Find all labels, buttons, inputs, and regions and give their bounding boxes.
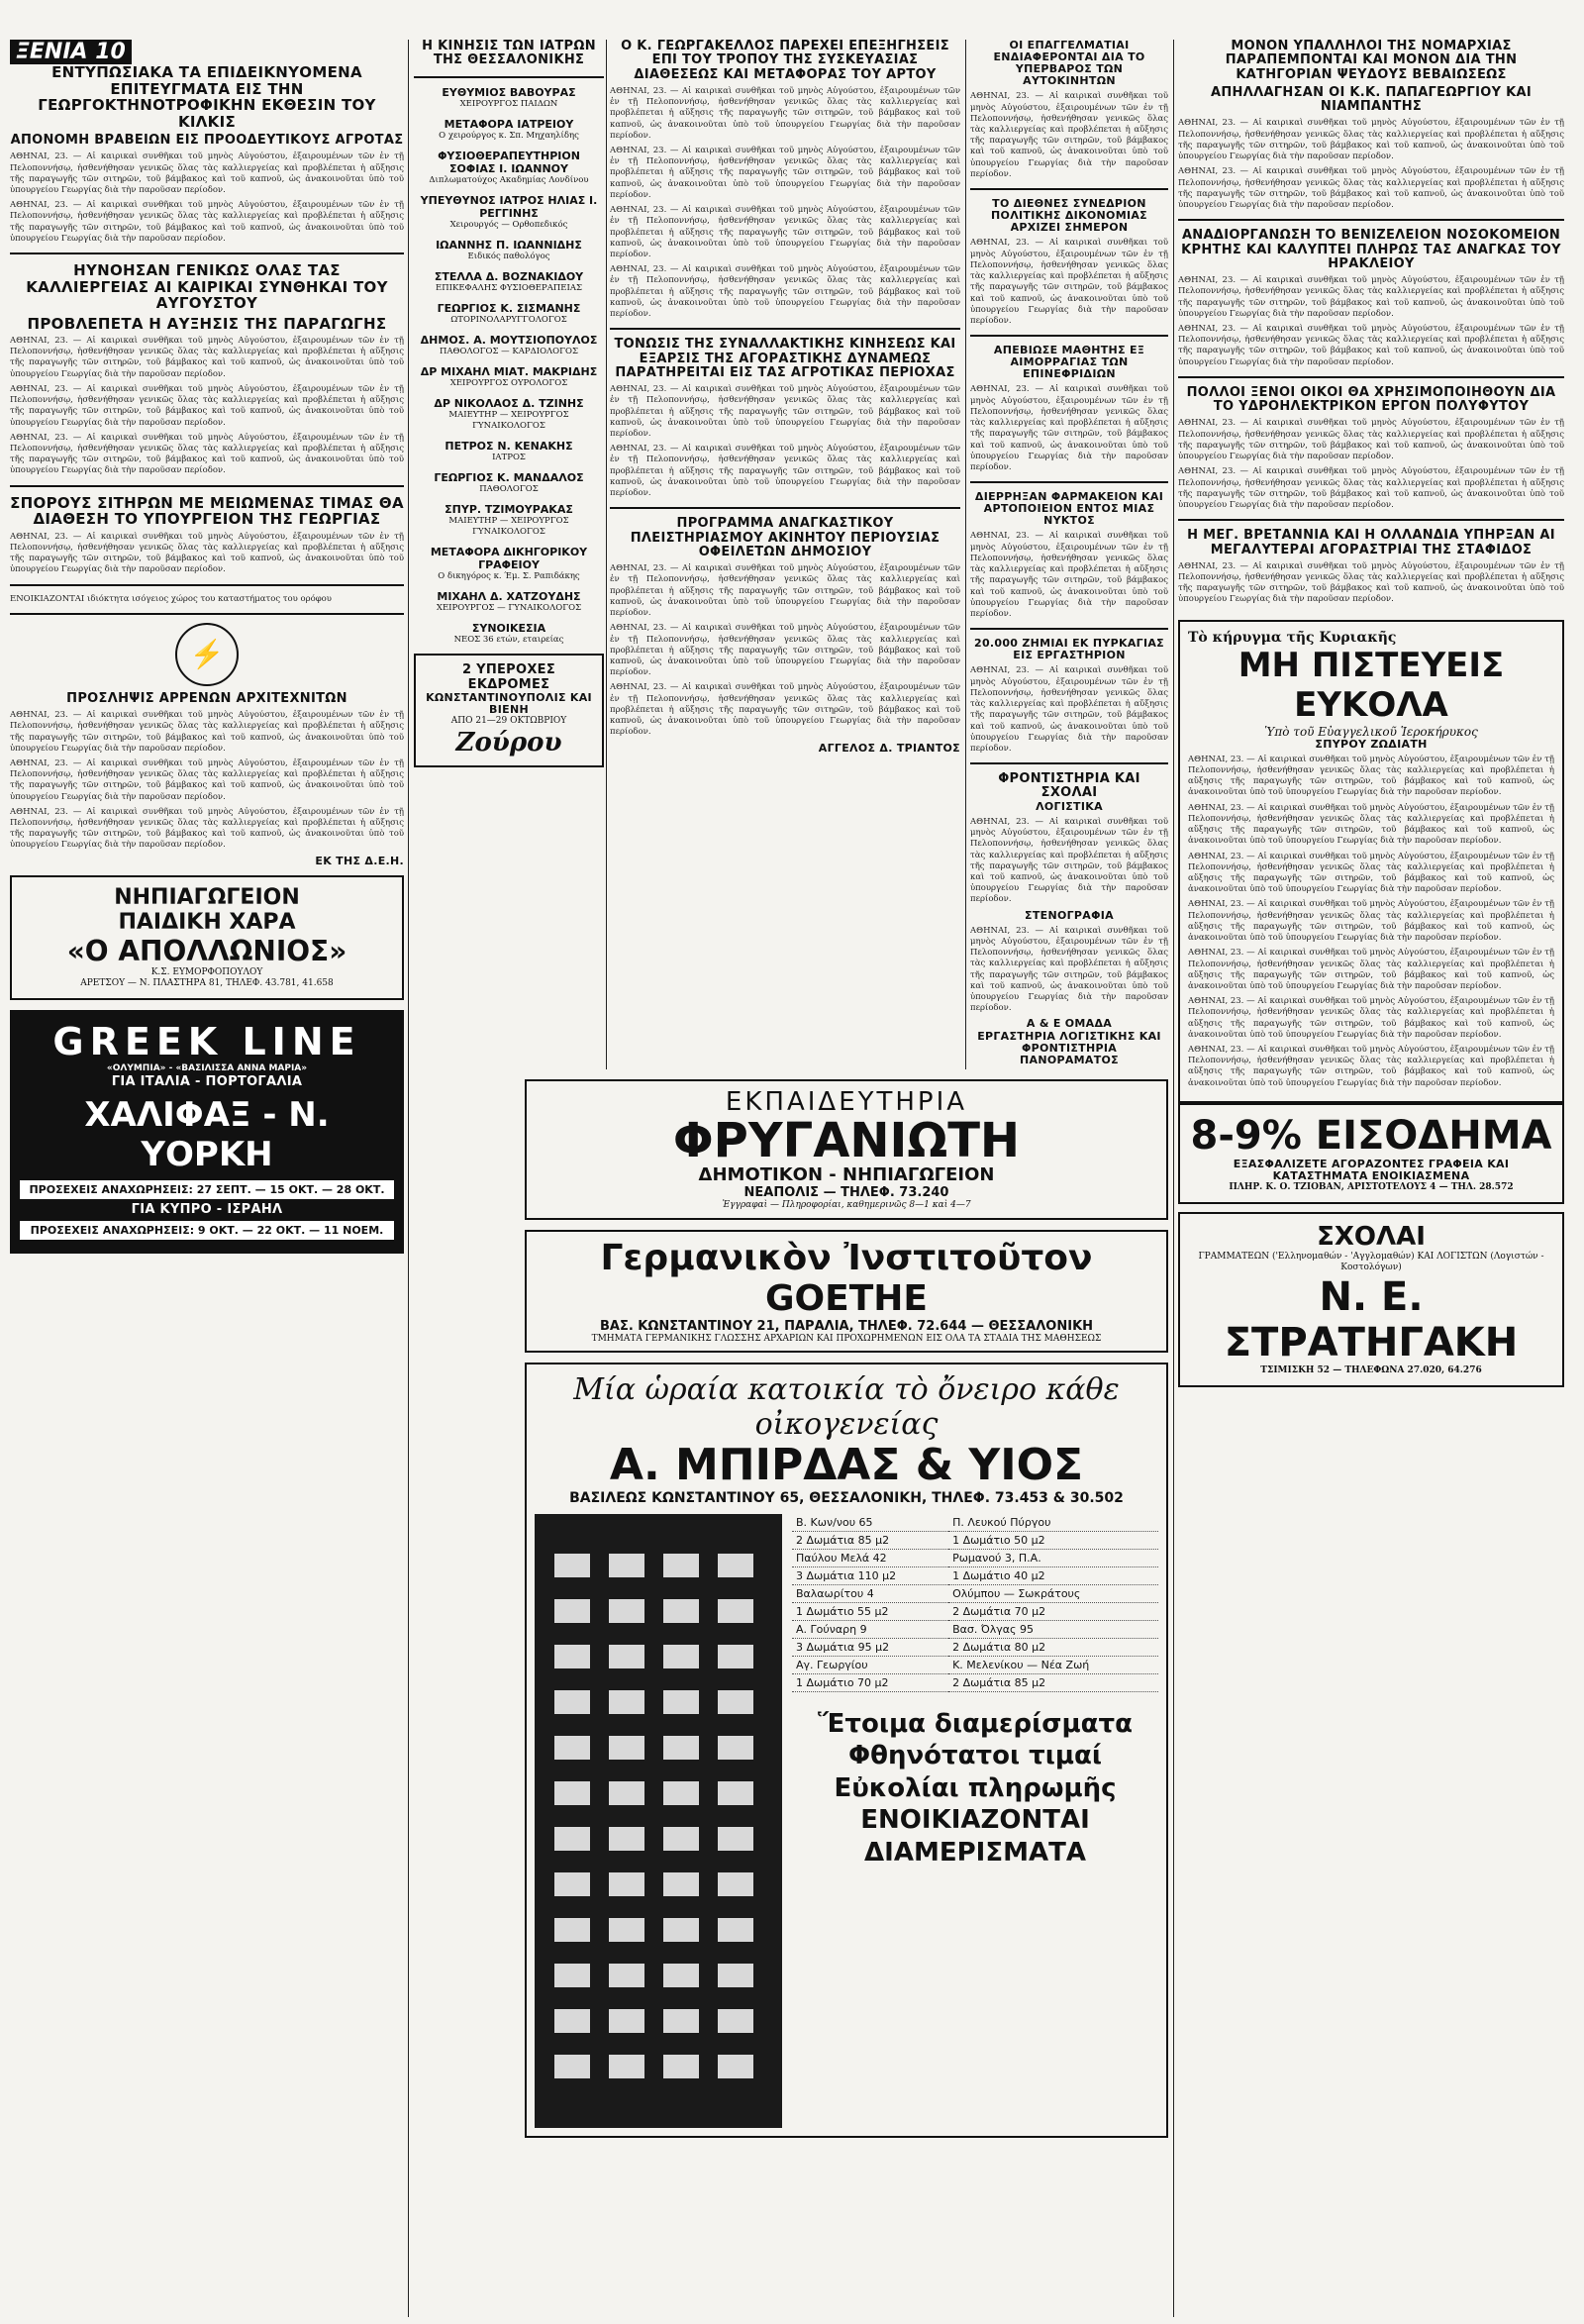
article-body: ΑΘΗΝΑΙ, 23. — Αἱ καιρικαὶ συνθῆκαι τοῦ μηνὸς Αὐγούστου, ἐξαιρουμένων τῶν ἐν τῇ Πελοποννήσῳ, ἠσθενήθησαν γενικῶς ὅλας τὰς καλλιεργείας καὶ προβλέπεται ἡ αὔξησις τῆς παραγωγῆς τῶν σιτηρῶν, τοῦ βάμβακος καὶ τοῦ καπνοῦ, ὡς ἀνακοινοῦται ὑπὸ τοῦ ὑπουργείου Γεωργίας διὰ τὴν παροῦσαν περίοδον. xyxy=(10,432,404,476)
doctor-name: ΦΥΣΙΟΘΕΡΑΠΕΥΤΗΡΙΟΝ ΣΟΦΙΑΣ Ι. ΙΩΑΝΝΟΥ xyxy=(438,149,580,175)
building-window xyxy=(663,1964,699,1987)
building-window xyxy=(663,1645,699,1668)
column-rule xyxy=(606,40,607,1069)
building-window xyxy=(609,2055,644,2078)
table-cell: Ρωμανού 3, Π.Α. xyxy=(948,1549,1158,1566)
article-body: ΑΘΗΝΑΙ, 23. — Αἱ καιρικαὶ συνθῆκαι τοῦ μηνὸς Αὐγούστου, ἐξαιρουμένων τῶν ἐν τῇ Πελοποννήσῳ, ἠσθενήθησαν γενικῶς ὅλας τὰς καλλιεργείας καὶ προβλέπεται ἡ αὔξησις τῆς παραγωγῆς τῶν σιτηρῶν, τοῦ βάμβακος καὶ τοῦ καπνοῦ, ὡς ἀνακοινοῦται ὑπὸ τοῦ ὑπουργείου Γεωργίας διὰ τὴν παροῦσαν περίοδον. xyxy=(1178,560,1564,605)
nursery-ad xyxy=(10,875,404,1000)
greek-line-ships: «ΟΛΥΜΠΙΑ» - «ΒΑΣΙΛΙΣΣΑ ΑΝΝΑ ΜΑΡΙΑ» xyxy=(106,1063,308,1074)
building-window xyxy=(718,1736,753,1760)
sermon-body: ΑΘΗΝΑΙ, 23. — Αἱ καιρικαὶ συνθῆκαι τοῦ μηνὸς Αὐγούστου, ἐξαιρουμένων τῶν ἐν τῇ Πελοποννήσῳ, ἠσθενήθησαν γενικῶς ὅλας τὰς καλλιεργείας καὶ προβλέπεται ἡ αὔξησις τῆς παραγωγῆς τῶν σιτηρῶν, τοῦ βάμβακος καὶ τοῦ καπνοῦ, ὡς ἀνακοινοῦται ὑπὸ τοῦ ὑπουργείου Γεωργίας διὰ τὴν παροῦσαν περίοδον. xyxy=(1188,1045,1554,1088)
table-cell: Παύλου Μελά 42 xyxy=(792,1549,948,1566)
article-body: ΑΘΗΝΑΙ, 23. — Αἱ καιρικαὶ συνθῆκαι τοῦ μηνὸς Αὐγούστου, ἐξαιρουμένων τῶν ἐν τῇ Πελοποννήσῳ, ἠσθενήθησαν γενικῶς ὅλας τὰς καλλιεργείας καὶ προβλέπεται ἡ αὔξησις τῆς παραγωγῆς τῶν σιτηρῶν, τοῦ βάμβακος καὶ τοῦ καπνοῦ, ὡς ἀνακοινοῦται ὑπὸ τοῦ ὑπουργείου Γεωργίας διὰ τὴν παροῦσαν περίοδον. xyxy=(10,152,404,195)
building-window xyxy=(609,1781,644,1805)
goethe-ad xyxy=(525,1230,1168,1354)
fryganioti-ad xyxy=(525,1079,1168,1220)
schools-accounting: ΛΟΓΙΣΤΙΚΑ xyxy=(1036,799,1103,813)
table-row xyxy=(792,1514,1158,1532)
article-body: ΑΘΗΝΑΙ, 23. — Αἱ καιρικαὶ συνθῆκαι τοῦ μηνὸς Αὐγούστου, ἐξαιρουμένων τῶν ἐν τῇ Πελοποννήσῳ, ἠσθενήθησαν γενικῶς ὅλας τὰς καλλιεργείας καὶ προβλέπεται ἡ αὔξησις τῆς παραγωγῆς τῶν σιτηρῶν, τοῦ βάμβακος καὶ τοῦ καπνοῦ, ὡς ἀνακοινοῦται ὑπὸ τοῦ ὑπουργείου Γεωργίας διὰ τὴν παροῦσαν περίοδον. xyxy=(610,682,960,738)
column-5 xyxy=(1178,40,1564,2317)
article-body: ΑΘΗΝΑΙ, 23. — Αἱ καιρικαὶ συνθῆκαι τοῦ μηνὸς Αὐγούστου, ἐξαιρουμένων τῶν ἐν τῇ Πελοποννήσῳ, ἠσθενήθησαν γενικῶς ὅλας τὰς καλλιεργείας καὶ προβλέπεται ἡ αὔξησις τῆς παραγωγῆς τῶν σιτηρῶν, τοῦ βάμβακος καὶ τοῦ καπνοῦ, ὡς ἀνακοινοῦται ὑπὸ τοῦ ὑπουργείου Γεωργίας διὰ τὴν παροῦσαν περίοδον. xyxy=(970,238,1168,326)
building-window xyxy=(718,1554,753,1577)
doctor-ad xyxy=(414,546,604,582)
headline-august: ΗΥΝΟΗΣΑΝ ΓΕΝΙΚΩΣ ΟΛΑΣ ΤΑΣ ΚΑΛΛΙΕΡΓΕΙΑΣ ΑΙ ΚΑΙΡΙΚΑΙ ΣΥΝΘΗΚΑΙ ΤΟΥ ΑΥΓΟΥΣΤΟΥ xyxy=(26,261,388,313)
table-row xyxy=(792,1531,1158,1549)
table-cell: 2 Δωμάτια 70 μ2 xyxy=(948,1602,1158,1620)
income-contact: ΠΛΗΡ. Κ. Ο. ΤΖΙΟΒΑΝ, ΑΡΙΣΤΟΤΕΛΟΥΣ 4 — ΤΗΛ. 28.572 xyxy=(1229,1182,1514,1193)
table-cell: 1 Δωμάτιο 55 μ2 xyxy=(792,1602,948,1620)
mpirdas-address: ΒΑΣΙΛΕΩΣ ΚΩΝΣΤΑΝΤΙΝΟΥ 65, ΘΕΣΣΑΛΟΝΙΚΗ, ΤΗΛΕΦ. 73.453 & 30.502 xyxy=(569,1489,1124,1506)
building-window xyxy=(718,1645,753,1668)
doctor-ad xyxy=(414,194,604,231)
article-body: ΑΘΗΝΑΙ, 23. — Αἱ καιρικαὶ συνθῆκαι τοῦ μηνὸς Αὐγούστου, ἐξαιρουμένων τῶν ἐν τῇ Πελοποννήσῳ, ἠσθενήθησαν γενικῶς ὅλας τὰς καλλιεργείας καὶ προβλέπεται ἡ αὔξησις τῆς παραγωγῆς τῶν σιτηρῶν, τοῦ βάμβακος καὶ τοῦ καπνοῦ, ὡς ἀνακοινοῦται ὑπὸ τοῦ ὑπουργείου Γεωργίας διὰ τὴν παροῦσαν περίοδον. xyxy=(970,665,1168,754)
article-body: ΑΘΗΝΑΙ, 23. — Αἱ καιρικαὶ συνθῆκαι τοῦ μηνὸς Αὐγούστου, ἐξαιρουμένων τῶν ἐν τῇ Πελοποννήσῳ, ἠσθενήθησαν γενικῶς ὅλας τὰς καλλιεργείας καὶ προβλέπεται ἡ αὔξησις τῆς παραγωγῆς τῶν σιτηρῶν, τοῦ βάμβακος καὶ τοῦ καπνοῦ, ὡς ἀνακοινοῦται ὑπὸ τοῦ ὑπουργείου Γεωργίας διὰ τὴν παροῦσαν περίοδον. xyxy=(1178,166,1564,211)
headline-kilkis: ΕΝΤΥΠΩΣΙΑΚΑ ΤΑ ΕΠΙΔΕΙΚΝΥΟΜΕΝΑ ΕΠΙΤΕΥΓΜΑΤΑ ΕΙΣ ΤΗΝ ΓΕΩΡΓΟΚΤΗΝΟΤΡΟΦΙΚΗΝ ΕΚΘΕΣΙΝ ΤΟΥ ΚΙΛΚΙΣ xyxy=(38,63,376,131)
doctor-desc: Ειδικός παθολόγος xyxy=(467,251,550,261)
dei-logo: ⚡ xyxy=(175,623,239,686)
greek-line-departures-cyprus: ΠΡΟΣΕΧΕΙΣ ΑΝΑΧΩΡΗΣΕΙΣ: 9 ΟΚΤ. — 22 ΟΚΤ. — 11 ΝΟΕΜ. xyxy=(20,1221,394,1240)
headline-burglary: ΔΙΕΡΡΗΞΑΝ ΦΑΡΜΑΚΕΙΟΝ ΚΑΙ ΑΡΤΟΠΟΙΕΙΟΝ ΕΝΤΟΣ ΜΙΑΣ ΝΥΚΤΟΣ xyxy=(974,490,1164,528)
doctor-ad xyxy=(414,86,604,110)
doctor-name: ΕΥΘΥΜΙΟΣ ΒΑΒΟΥΡΑΣ xyxy=(442,85,576,99)
table-cell: 2 Δωμάτια 80 μ2 xyxy=(948,1638,1158,1656)
trip-dates: ΑΠΟ 21—29 ΟΚΤΩΒΡΙΟΥ xyxy=(450,716,567,727)
table-row xyxy=(792,1549,1158,1566)
table-cell: Ολύμπου — Σωκράτους xyxy=(948,1584,1158,1602)
building-window xyxy=(554,1645,590,1668)
greek-line-to: ΓΙΑ ΙΤΑΛΙΑ - ΠΟΡΤΟΓΑΛΙΑ xyxy=(111,1073,303,1089)
doctor-ad xyxy=(414,471,604,495)
building-window xyxy=(609,1827,644,1851)
article-body: ΑΘΗΝΑΙ, 23. — Αἱ καιρικαὶ συνθῆκαι τοῦ μηνὸς Αὐγούστου, ἐξαιρουμένων τῶν ἐν τῇ Πελοποννήσῳ, ἠσθενήθησαν γενικῶς ὅλας τὰς καλλιεργείας καὶ προβλέπεται ἡ αὔξησις τῆς παραγωγῆς τῶν σιτηρῶν, τοῦ βάμβακος καὶ τοῦ καπνοῦ, ὡς ἀνακοινοῦται ὑπὸ τοῦ ὑπουργείου Γεωργίας διὰ τὴν παροῦσαν περίοδον. xyxy=(610,384,960,440)
sermon-by: Ὑπὸ τοῦ Εὐαγγελικοῦ Ἱεροκήρυκος xyxy=(1264,724,1478,739)
nursery-owner: Κ.Σ. ΕΥΜΟΡΦΟΠΟΥΛΟΥ xyxy=(150,966,263,977)
trip-title: 2 ΥΠΕΡΟΧΕΣ ΕΚΔΡΟΜΕΣ xyxy=(461,662,556,692)
doctor-name: ΔΡ ΜΙΧΑΗΛ ΜΙΑΤ. ΜΑΚΡΙΔΗΣ xyxy=(420,364,598,378)
article-body: ΑΘΗΝΑΙ, 23. — Αἱ καιρικαὶ συνθῆκαι τοῦ μηνὸς Αὐγούστου, ἐξαιρουμένων τῶν ἐν τῇ Πελοποννήσῳ, ἠσθενήθησαν γενικῶς ὅλας τὰς καλλιεργείας καὶ προβλέπεται ἡ αὔξησις τῆς παραγωγῆς τῶν σιτηρῶν, τοῦ βάμβακος καὶ τοῦ καπνοῦ, ὡς ἀνακοινοῦται ὑπὸ τοῦ ὑπουργείου Γεωργίας διὰ τὴν παροῦσαν περίοδον. xyxy=(610,145,960,200)
table-cell: 2 Δωμάτια 85 μ2 xyxy=(792,1531,948,1549)
doctor-ad xyxy=(414,270,604,294)
headline-auction: ΠΡΟΓΡΑΜΜΑ ΑΝΑΓΚΑΣΤΙΚΟΥ ΠΛΕΙΣΤΗΡΙΑΣΜΟΥ ΑΚΙΝΗΤΟΥ ΠΕΡΙΟΥΣΙΑΣ ΟΦΕΙΛΕΤΩΝ ΔΗΜΟΣΙΟΥ xyxy=(630,516,940,559)
auction-signature: ΑΓΓΕΛΟΣ Δ. ΤΡΙΑΝΤΟΣ xyxy=(818,741,960,755)
doctors-header: Η ΚΙΝΗΣΙΣ ΤΩΝ ΙΑΤΡΩΝ ΤΗΣ ΘΕΣΣΑΛΟΝΙΚΗΣ xyxy=(422,40,596,68)
building-window xyxy=(554,2055,590,2078)
promo-line: ΕΝΟΙΚΙΑΖΟΝΤΑΙ ΔΙΑΜΕΡΙΣΜΑΤΑ xyxy=(860,1805,1090,1868)
article-body: ΑΘΗΝΑΙ, 23. — Αἱ καιρικαὶ συνθῆκαι τοῦ μηνὸς Αὐγούστου, ἐξαιρουμένων τῶν ἐν τῇ Πελοποννήσῳ, ἠσθενήθησαν γενικῶς ὅλας τὰς καλλιεργείας καὶ προβλέπεται ἡ αὔξησις τῆς παραγωγῆς τῶν σιτηρῶν, τοῦ βάμβακος καὶ τοῦ καπνοῦ, ὡς ἀνακοινοῦται ὑπὸ τοῦ ὑπουργείου Γεωργίας διὰ τὴν παροῦσαν περίοδον. xyxy=(610,85,960,141)
building-window xyxy=(663,1690,699,1714)
building-window xyxy=(609,1918,644,1942)
column-rule xyxy=(408,40,409,2317)
doctor-desc: ΝΕΟΣ 36 ετών, εταιρείας xyxy=(453,635,564,646)
doctor-desc: Διπλωματούχος Ακαδημίας Λονδίνου xyxy=(429,174,589,185)
building-window xyxy=(609,2009,644,2033)
greek-line-departures: ΠΡΟΣΕΧΕΙΣ ΑΝΑΧΩΡΗΣΕΙΣ: 27 ΣΕΠΤ. — 15 ΟΚΤ. — 28 ΟΚΤ. xyxy=(20,1180,394,1199)
subheadline-production: ΠΡΟΒΛΕΠΕΤΑ Η ΑΥΞΗΣΙΣ ΤΗΣ ΠΑΡΑΓΩΓΗΣ xyxy=(27,314,387,333)
mpirdas-ad xyxy=(525,1363,1168,2137)
sermon-body: ΑΘΗΝΑΙ, 23. — Αἱ καιρικαὶ συνθῆκαι τοῦ μηνὸς Αὐγούστου, ἐξαιρουμένων τῶν ἐν τῇ Πελοποννήσῳ, ἠσθενήθησαν γενικῶς ὅλας τὰς καλλιεργείας καὶ προβλέπεται ἡ αὔξησις τῆς παραγωγῆς τῶν σιτηρῶν, τοῦ βάμβακος καὶ τοῦ καπνοῦ, ὡς ἀνακοινοῦται ὑπὸ τοῦ ὑπουργείου Γεωργίας διὰ τὴν παροῦσαν περίοδον. xyxy=(1188,802,1554,847)
sermon-box xyxy=(1178,620,1564,1103)
greek-line-logo: GREEK LINE xyxy=(52,1020,361,1064)
sermon-body: ΑΘΗΝΑΙ, 23. — Αἱ καιρικαὶ συνθῆκαι τοῦ μηνὸς Αὐγούστου, ἐξαιρουμένων τῶν ἐν τῇ Πελοποννήσῳ, ἠσθενήθησαν γενικῶς ὅλας τὰς καλλιεργείας καὶ προβλέπεται ἡ αὔξησις τῆς παραγωγῆς τῶν σιτηρῶν, τοῦ βάμβακος καὶ τοῦ καπνοῦ, ὡς ἀνακοινοῦται ὑπὸ τοῦ ὑπουργείου Γεωργίας διὰ τὴν παροῦσαν περίοδον. xyxy=(1188,754,1554,798)
goethe-address: ΒΑΣ. ΚΩΝΣΤΑΝΤΙΝΟΥ 21, ΠΑΡΑΛΙΑ, ΤΗΛΕΦ. 72.644 — ΘΕΣΣΑΛΟΝΙΚΗ xyxy=(599,1318,1094,1334)
rent-notice: ΕΝΟΙΚΙΑΖΟΝΤΑΙ ιδιόκτητα ισόγειος χώρος του καταστήματος του ορόφου xyxy=(10,593,332,604)
schools-panorama: ΕΡΓΑΣΤΗΡΙΑ ΛΟΓΙΣΤΙΚΗΣ ΚΑΙ ΦΡΟΝΤΙΣΤΗΡΙΑ ΠΑΝΟΡΑΜΑΤΟΣ xyxy=(977,1029,1161,1066)
doctor-ad xyxy=(414,302,604,326)
building-window xyxy=(718,1781,753,1805)
building-window xyxy=(663,2009,699,2033)
table-cell: Α. Γούναρη 9 xyxy=(792,1620,948,1638)
building-window xyxy=(718,2055,753,2078)
nursery-subtitle: ΠΑΙΔΙΚΗ ΧΑΡΑ xyxy=(118,909,296,935)
article-body: ΑΘΗΝΑΙ, 23. — Αἱ καιρικαὶ συνθῆκαι τοῦ μηνὸς Αὐγούστου, ἐξαιρουμένων τῶν ἐν τῇ Πελοποννήσῳ, ἠσθενήθησαν γενικῶς ὅλας τὰς καλλιεργείας καὶ προβλέπεται ἡ αὔξησις τῆς παραγωγῆς τῶν σιτηρῶν, τοῦ βάμβακος καὶ τοῦ καπνοῦ, ὡς ἀνακοινοῦται ὑπὸ τοῦ ὑπουργείου Γεωργίας διὰ τὴν παροῦσαν περίοδον. xyxy=(1178,118,1564,162)
article-body: ΑΘΗΝΑΙ, 23. — Αἱ καιρικαὶ συνθῆκαι τοῦ μηνὸς Αὐγούστου, ἐξαιρουμένων τῶν ἐν τῇ Πελοποννήσῳ, ἠσθενήθησαν γενικῶς ὅλας τὰς καλλιεργείας καὶ προβλέπεται ἡ αὔξησις τῆς παραγωγῆς τῶν σιτηρῶν, τοῦ βάμβακος καὶ τοῦ καπνοῦ, ὡς ἀνακοινοῦται ὑπὸ τοῦ ὑπουργείου Γεωργίας διὰ τὴν παροῦσαν περίοδον. xyxy=(10,200,404,244)
sermon-label: Τὸ κήρυγμα τῆς Κυριακῆς xyxy=(1188,629,1397,646)
building-window xyxy=(609,1872,644,1896)
table-cell: Αγ. Γεωργίου xyxy=(792,1656,948,1673)
sermon-title: ΜΗ ΠΙΣΤΕΥΕΙΣ ΕΥΚΟΛΑ xyxy=(1238,645,1505,725)
school-label: ΣΧΟΛΑΙ xyxy=(1317,1221,1426,1252)
doctor-desc: ΜΑΙΕΥΤΗΡ — ΧΕΙΡΟΥΡΓΟΣ ΓΥΝΑΙΚΟΛΟΓΟΣ xyxy=(448,410,569,432)
doctor-desc: Ο δικηγόρος κ. Έμ. Σ. Ραπιδάκης xyxy=(438,571,580,582)
doctor-desc: ΠΑΘΟΛΟΓΟΣ xyxy=(479,484,539,495)
building-window xyxy=(718,2009,753,2033)
apartments-table xyxy=(792,1514,1158,1692)
doctor-ad xyxy=(414,239,604,262)
headline-fire: 20.000 ΖΗΜΙΑΙ ΕΚ ΠΥΡΚΑΓΙΑΣ ΕΙΣ ΕΡΓΑΣΤΗΡΙΟΝ xyxy=(973,637,1164,662)
table-row xyxy=(792,1638,1158,1656)
article-body: ΑΘΗΝΑΙ, 23. — Αἱ καιρικαὶ συνθῆκαι τοῦ μηνὸς Αὐγούστου, ἐξαιρουμένων τῶν ἐν τῇ Πελοποννήσῳ, ἠσθενήθησαν γενικῶς ὅλας τὰς καλλιεργείας καὶ προβλέπεται ἡ αὔξησις τῆς παραγωγῆς τῶν σιτηρῶν, τοῦ βάμβακος καὶ τοῦ καπνοῦ, ὡς ἀνακοινοῦται ὑπὸ τοῦ ὑπουργείου Γεωργίας διὰ τὴν παροῦσαν περίοδον. xyxy=(610,623,960,678)
building-window xyxy=(554,1872,590,1896)
doctor-ad xyxy=(414,365,604,389)
schools-stenography: ΣΤΕΝΟΓΡΑΦΙΑ xyxy=(1025,908,1114,922)
building-window xyxy=(609,1690,644,1714)
doctor-desc: ΙΑΤΡΟΣ xyxy=(492,453,526,463)
doctor-name: ΔΡ ΝΙΚΟΛΑΟΣ Δ. ΤΖΙΝΗΣ xyxy=(434,397,584,411)
article-body: ΑΘΗΝΑΙ, 23. — Αἱ καιρικαὶ συνθῆκαι τοῦ μηνὸς Αὐγούστου, ἐξαιρουμένων τῶν ἐν τῇ Πελοποννήσῳ, ἠσθενήθησαν γενικῶς ὅλας τὰς καλλιεργείας καὶ προβλέπεται ἡ αὔξησις τῆς παραγωγῆς τῶν σιτηρῶν, τοῦ βάμβακος καὶ τοῦ καπνοῦ, ὡς ἀνακοινοῦται ὑπὸ τοῦ ὑπουργείου Γεωργίας διὰ τὴν παροῦσαν περίοδον. xyxy=(970,384,1168,472)
dei-signature: ΕΚ ΤΗΣ Δ.Ε.Η. xyxy=(315,854,404,867)
headline-congress: ΤΟ ΔΙΕΘΝΕΣ ΣΥΝΕΔΡΙΟΝ ΠΟΛΙΤΙΚΗΣ ΔΙΚΟΝΟΜΙΑΣ ΑΡΧΙΖΕΙ ΣΗΜΕΡΟΝ xyxy=(991,197,1147,235)
sermon-body: ΑΘΗΝΑΙ, 23. — Αἱ καιρικαὶ συνθῆκαι τοῦ μηνὸς Αὐγούστου, ἐξαιρουμένων τῶν ἐν τῇ Πελοποννήσῳ, ἠσθενήθησαν γενικῶς ὅλας τὰς καλλιεργείας καὶ προβλέπεται ἡ αὔξησις τῆς παραγωγῆς τῶν σιτηρῶν, τοῦ βάμβακος καὶ τοῦ καπνοῦ, ὡς ἀνακοινοῦται ὑπὸ τοῦ ὑπουργείου Γεωργίας διὰ τὴν παροῦσαν περίοδον. xyxy=(1188,996,1554,1040)
doctor-name: ΓΕΩΡΓΙΟΣ Κ. ΜΑΝΔΑΛΟΣ xyxy=(434,471,584,485)
building-window xyxy=(554,1690,590,1714)
doctor-ad xyxy=(414,397,604,432)
doctor-desc: ΧΕΙΡΟΥΡΓΟΣ ΟΥΡΟΛΟΓΟΣ xyxy=(449,377,568,388)
doctor-ad xyxy=(414,622,604,646)
income-title: 8-9% ΕΙΣΟΔΗΜΑ xyxy=(1190,1112,1552,1159)
article-body: ΑΘΗΝΑΙ, 23. — Αἱ καιρικαὶ συνθῆκαι τοῦ μηνὸς Αὐγούστου, ἐξαιρουμένων τῶν ἐν τῇ Πελοποννήσῳ, ἠσθενήθησαν γενικῶς ὅλας τὰς καλλιεργείας καὶ προβλέπεται ἡ αὔξησις τῆς παραγωγῆς τῶν σιτηρῶν, τοῦ βάμβακος καὶ τοῦ καπνοῦ, ὡς ἀνακοινοῦται ὑπὸ τοῦ ὑπουργείου Γεωργίας διὰ τὴν παροῦσαν περίοδον. xyxy=(970,91,1168,179)
headline-raisins: Η ΜΕΓ. ΒΡΕΤΑΝΝΙΑ ΚΑΙ Η ΟΛΛΑΝΔΙΑ ΥΠΗΡΞΑΝ ΑΙ ΜΕΓΑΛΥΤΕΡΑΙ ΑΓΟΡΑΣΤΡΙΑΙ ΤΗΣ ΣΤΑΦΙΔΟΣ xyxy=(1187,528,1555,557)
building-window xyxy=(718,1964,753,1987)
xenia-logo: ΞΕΝΙΑ 10 xyxy=(10,40,132,64)
doctor-name: ΥΠΕΥΘΥΝΟΣ ΙΑΤΡΟΣ ΗΛΙΑΣ Ι. ΡΕΓΓΙΝΗΣ xyxy=(420,193,598,220)
ekd-name: ΦΡΥΓΑΝΙΩΤΗ xyxy=(672,1113,1021,1168)
table-cell: 1 Δωμάτιο 40 μ2 xyxy=(948,1566,1158,1584)
article-body: ΑΘΗΝΑΙ, 23. — Αἱ καιρικαὶ συνθῆκαι τοῦ μηνὸς Αὐγούστου, ἐξαιρουμένων τῶν ἐν τῇ Πελοποννήσῳ, ἠσθενήθησαν γενικῶς ὅλας τὰς καλλιεργείας καὶ προβλέπεται ἡ αὔξησις τῆς παραγωγῆς τῶν σιτηρῶν, τοῦ βάμβακος καὶ τοῦ καπνοῦ, ὡς ἀνακοινοῦται ὑπὸ τοῦ ὑπουργείου Γεωργίας διὰ τὴν παροῦσαν περίοδον. xyxy=(1178,466,1564,510)
article-body: ΑΘΗΝΑΙ, 23. — Αἱ καιρικαὶ συνθῆκαι τοῦ μηνὸς Αὐγούστου, ἐξαιρουμένων τῶν ἐν τῇ Πελοποννήσῳ, ἠσθενήθησαν γενικῶς ὅλας τὰς καλλιεργείας καὶ προβλέπεται ἡ αὔξησις τῆς παραγωγῆς τῶν σιτηρῶν, τοῦ βάμβακος καὶ τοῦ καπνοῦ, ὡς ἀνακοινοῦται ὑπὸ τοῦ ὑπουργείου Γεωργίας διὰ τὴν παροῦσαν περίοδον. xyxy=(10,531,404,575)
building-window xyxy=(554,1964,590,1987)
building-window xyxy=(609,1736,644,1760)
dei-body: ΑΘΗΝΑΙ, 23. — Αἱ καιρικαὶ συνθῆκαι τοῦ μηνὸς Αὐγούστου, ἐξαιρουμένων τῶν ἐν τῇ Πελοποννήσῳ, ἠσθενήθησαν γενικῶς ὅλας τὰς καλλιεργείας καὶ προβλέπεται ἡ αὔξησις τῆς παραγωγῆς τῶν σιτηρῶν, τοῦ βάμβακος καὶ τοῦ καπνοῦ, ὡς ἀνακοινοῦται ὑπὸ τοῦ ὑπουργείου Γεωργίας διὰ τὴν παροῦσαν περίοδον. xyxy=(10,758,404,802)
nursery-address: ΑΡΕΤΣΟΥ — Ν. ΠΛΑΣΤΗΡΑ 81, ΤΗΛΕΦ. 43.781, 41.658 xyxy=(80,978,334,989)
building-window xyxy=(718,1827,753,1851)
doctor-desc: ΠΑΘΟΛΟΓΟΣ — ΚΑΡΔΙΟΛΟΓΟΣ xyxy=(439,346,579,356)
article-body: ΑΘΗΝΑΙ, 23. — Αἱ καιρικαὶ συνθῆκαι τοῦ μηνὸς Αὐγούστου, ἐξαιρουμένων τῶν ἐν τῇ Πελοποννήσῳ, ἠσθενήθησαν γενικῶς ὅλας τὰς καλλιεργείας καὶ προβλέπεται ἡ αὔξησις τῆς παραγωγῆς τῶν σιτηρῶν, τοῦ βάμβακος καὶ τοῦ καπνοῦ, ὡς ἀνακοινοῦται ὑπὸ τοῦ ὑπουργείου Γεωργίας διὰ τὴν παροῦσαν περίοδον. xyxy=(1178,324,1564,367)
building-window xyxy=(663,1554,699,1577)
dei-title: ΠΡΟΣΛΗΨΙΣ ΑΡΡΕΝΩΝ ΑΡΧΙΤΕΧΝΙΤΩΝ xyxy=(66,690,347,706)
doctor-name: ΠΕΤΡΟΣ Ν. ΚΕΝΑΚΗΣ xyxy=(445,440,573,454)
building-window xyxy=(718,1872,753,1896)
doctors-list xyxy=(414,86,604,647)
building-window xyxy=(554,1827,590,1851)
headline-prefecture: ΜΟΝΟΝ ΥΠΑΛΛΗΛΟΙ ΤΗΣ ΝΟΜΑΡΧΙΑΣ ΠΑΡΑΠΕΜΠΟΝΤΑΙ ΚΑΙ ΜΟΝΟΝ ΔΙΑ ΤΗΝ ΚΑΤΗΓΟΡΙΑΝ ΨΕΥΔΟΥΣ ΒΕΒΑΙΩΣΕΩΣ xyxy=(1225,40,1518,82)
building-window xyxy=(609,1554,644,1577)
building-window xyxy=(609,1599,644,1623)
article-body: ΑΘΗΝΑΙ, 23. — Αἱ καιρικαὶ συνθῆκαι τοῦ μηνὸς Αὐγούστου, ἐξαιρουμένων τῶν ἐν τῇ Πελοποννήσῳ, ἠσθενήθησαν γενικῶς ὅλας τὰς καλλιεργείας καὶ προβλέπεται ἡ αὔξησις τῆς παραγωγῆς τῶν σιτηρῶν, τοῦ βάμβακος καὶ τοῦ καπνοῦ, ὡς ἀνακοινοῦται ὑπὸ τοῦ ὑπουργείου Γεωργίας διὰ τὴν παροῦσαν περίοδον. xyxy=(970,925,1168,1014)
sermon-body: ΑΘΗΝΑΙ, 23. — Αἱ καιρικαὶ συνθῆκαι τοῦ μηνὸς Αὐγούστου, ἐξαιρουμένων τῶν ἐν τῇ Πελοποννήσῳ, ἠσθενήθησαν γενικῶς ὅλας τὰς καλλιεργείας καὶ προβλέπεται ἡ αὔξησις τῆς παραγωγῆς τῶν σιτηρῶν, τοῦ βάμβακος καὶ τοῦ καπνοῦ, ὡς ἀνακοινοῦται ὑπὸ τοῦ ὑπουργείου Γεωργίας διὰ τὴν παροῦσαν περίοδον. xyxy=(1188,851,1554,895)
trip-ad xyxy=(414,654,604,766)
doctor-desc: Ο χειρούργος κ. Σπ. Μηχαηλίδης xyxy=(439,130,579,141)
column-4 xyxy=(970,40,1168,1069)
school-address: ΤΣΙΜΙΣΚΗ 52 — ΤΗΛΕΦΩΝΑ 27.020, 64.276 xyxy=(1260,1365,1482,1376)
building-window xyxy=(718,1599,753,1623)
article-body: ΑΘΗΝΑΙ, 23. — Αἱ καιρικαὶ συνθῆκαι τοῦ μηνὸς Αὐγούστου, ἐξαιρουμένων τῶν ἐν τῇ Πελοποννήσῳ, ἠσθενήθησαν γενικῶς ὅλας τὰς καλλιεργείας καὶ προβλέπεται ἡ αὔξησις τῆς παραγωγῆς τῶν σιτηρῶν, τοῦ βάμβακος καὶ τοῦ καπνοῦ, ὡς ἀνακοινοῦται ὑπὸ τοῦ ὑπουργείου Γεωργίας διὰ τὴν παροῦσαν περίοδον. xyxy=(10,383,404,428)
table-cell: 2 Δωμάτια 85 μ2 xyxy=(948,1673,1158,1691)
table-row xyxy=(792,1566,1158,1584)
building-photo xyxy=(535,1514,782,2128)
article-body: ΑΘΗΝΑΙ, 23. — Αἱ καιρικαὶ συνθῆκαι τοῦ μηνὸς Αὐγούστου, ἐξαιρουμένων τῶν ἐν τῇ Πελοποννήσῳ, ἠσθενήθησαν γενικῶς ὅλας τὰς καλλιεργείας καὶ προβλέπεται ἡ αὔξησις τῆς παραγωγῆς τῶν σιτηρῶν, τοῦ βάμβακος καὶ τοῦ καπνοῦ, ὡς ἀνακοινοῦται ὑπὸ τοῦ ὑπουργείου Γεωργίας διὰ τὴν παροῦσαν περίοδον. xyxy=(610,205,960,259)
greek-line-cyprus: ΓΙΑ ΚΥΠΡΟ - ΙΣΡΑΗΛ xyxy=(131,1202,283,1218)
mpirdas-name: Α. ΜΠΙΡΔΑΣ & ΥΙΟΣ xyxy=(609,1440,1084,1491)
building-window xyxy=(663,1827,699,1851)
building-window xyxy=(554,1781,590,1805)
doctor-name: ΣΥΝΟΙΚΕΣΙΑ xyxy=(471,622,546,636)
building-window xyxy=(718,1690,753,1714)
headline-vehicles: ΟΙ ΕΠΑΓΓΕΛΜΑΤΙΑΙ ΕΝΔΙΑΦΕΡΟΝΤΑΙ ΔΙΑ ΤΟ ΥΠΕΡΒΑΡΟΣ ΤΩΝ ΑΥΤΟΚΙΝΗΤΩΝ xyxy=(993,40,1145,88)
table-cell: Βασ. Όλγας 95 xyxy=(948,1620,1158,1638)
mpirdas-promo xyxy=(792,1708,1158,1869)
doctor-name: ΜΕΤΑΦΟΡΑ ΔΙΚΗΓΟΡΙΚΟΥ ΓΡΑΦΕΙΟΥ xyxy=(430,546,588,572)
doctor-ad xyxy=(414,334,604,357)
doctor-desc: ΜΑΙΕΥΤΗΡ — ΧΕΙΡΟΥΡΓΟΣ ΓΥΝΑΙΚΟΛΟΓΟΣ xyxy=(448,516,569,538)
doctor-ad xyxy=(414,118,604,142)
table-cell: 1 Δωμάτιο 50 μ2 xyxy=(948,1531,1158,1549)
income-ad xyxy=(1178,1103,1564,1204)
doctor-name: ΓΕΩΡΓΙΟΣ Κ. ΣΙΣΜΑΝΗΣ xyxy=(437,301,581,315)
headline-hospital: ΑΝΑΔΙΟΡΓΑΝΩΣΗ ΤΟ ΒΕΝΙΖΕΛΕΙΟΝ ΝΟΣΟΚΟΜΕΙΟΝ ΚΡΗΤΗΣ ΚΑΙ ΚΑΛΥΠΤΕΙ ΠΛΗΡΩΣ ΤΑΣ ΑΝΑΓΚΑΣ ΤΟΥ ΗΡΑΚΛΕΙΟΥ xyxy=(1181,228,1561,271)
nursery-name: «Ο ΑΠΟΛΛΩΝΙΟΣ» xyxy=(66,934,347,967)
headline-seeds: ΣΠΟΡΟΥΣ ΣΙΤΗΡΩΝ ΜΕ ΜΕΙΩΜΕΝΑΣ ΤΙΜΑΣ ΘΑ ΔΙΑΘΕΣΗ ΤΟ ΥΠΟΥΡΓΕΙΟΝ ΤΗΣ ΓΕΩΡΓΙΑΣ xyxy=(10,493,404,529)
doctor-name: ΜΙΧΑΗΛ Δ. ΧΑΤΖΟΥΔΗΣ xyxy=(437,590,581,604)
sermon-body: ΑΘΗΝΑΙ, 23. — Αἱ καιρικαὶ συνθῆκαι τοῦ μηνὸς Αὐγούστου, ἐξαιρουμένων τῶν ἐν τῇ Πελοποννήσῳ, ἠσθενήθησαν γενικῶς ὅλας τὰς καλλιεργείας καὶ προβλέπεται ἡ αὔξησις τῆς παραγωγῆς τῶν σιτηρῶν, τοῦ βάμβακος καὶ τοῦ καπνοῦ, ὡς ἀνακοινοῦται ὑπὸ τοῦ ὑπουργείου Γεωργίας διὰ τὴν παροῦσαν περίοδον. xyxy=(1188,948,1554,991)
school-name: Ν. Ε. ΣΤΡΑΤΗΓΑΚΗ xyxy=(1224,1274,1519,1366)
schools-header: ΦΡΟΝΤΙΣΤΗΡΙΑ ΚΑΙ ΣΧΟΛΑΙ xyxy=(998,771,1140,801)
article-body: ΑΘΗΝΑΙ, 23. — Αἱ καιρικαὶ συνθῆκαι τοῦ μηνὸς Αὐγούστου, ἐξαιρουμένων τῶν ἐν τῇ Πελοποννήσῳ, ἠσθενήθησαν γενικῶς ὅλας τὰς καλλιεργείας καὶ προβλέπεται ἡ αὔξησις τῆς παραγωγῆς τῶν σιτηρῶν, τοῦ βάμβακος καὶ τοῦ καπνοῦ, ὡς ἀνακοινοῦται ὑπὸ τοῦ ὑπουργείου Γεωργίας διὰ τὴν παροῦσαν περίοδον. xyxy=(610,563,960,619)
column-1 xyxy=(10,40,404,2317)
doctor-desc: ΕΠΙΚΕΦΑΛΗΣ ΦΥΣΙΟΘΕΡΑΠΕΙΑΣ xyxy=(436,282,582,293)
table-row xyxy=(792,1620,1158,1638)
building-window xyxy=(554,1599,590,1623)
building-window xyxy=(663,1872,699,1896)
building-window xyxy=(663,1736,699,1760)
table-row xyxy=(792,1673,1158,1691)
article-body: ΑΘΗΝΑΙ, 23. — Αἱ καιρικαὶ συνθῆκαι τοῦ μηνὸς Αὐγούστου, ἐξαιρουμένων τῶν ἐν τῇ Πελοποννήσῳ, ἠσθενήθησαν γενικῶς ὅλας τὰς καλλιεργείας καὶ προβλέπεται ἡ αὔξησις τῆς παραγωγῆς τῶν σιτηρῶν, τοῦ βάμβακος καὶ τοῦ καπνοῦ, ὡς ἀνακοινοῦται ὑπὸ τοῦ ὑπουργείου Γεωργίας διὰ τὴν παροῦσαν περίοδον. xyxy=(1178,275,1564,319)
ekd-label: ΕΚΠΑΙΔΕΥΤΗΡΙΑ xyxy=(725,1087,968,1117)
promo-line: Φθηνότατοι τιμαί xyxy=(848,1741,1102,1771)
building-window xyxy=(554,2009,590,2033)
doctor-desc: ΧΕΙΡΟΥΡΓΟΣ — ΓΥΝΑΙΚΟΛΟΓΟΣ xyxy=(436,603,582,614)
trip-brand: Ζούρου xyxy=(455,727,562,758)
doctor-desc: Χειρουργός — Ορθοπεδικός xyxy=(449,219,568,230)
article-body: ΑΘΗΝΑΙ, 23. — Αἱ καιρικαὶ συνθῆκαι τοῦ μηνὸς Αὐγούστου, ἐξαιρουμένων τῶν ἐν τῇ Πελοποννήσῳ, ἠσθενήθησαν γενικῶς ὅλας τὰς καλλιεργείας καὶ προβλέπεται ἡ αὔξησις τῆς παραγωγῆς τῶν σιτηρῶν, τοῦ βάμβακος καὶ τοῦ καπνοῦ, ὡς ἀνακοινοῦται ὑπὸ τοῦ ὑπουργείου Γεωργίας διὰ τὴν παροῦσαν περίοδον. xyxy=(970,816,1168,905)
building-window xyxy=(663,2055,699,2078)
headline-polyfytos: ΠΟΛΛΟΙ ΞΕΝΟΙ ΟΙΚΟΙ ΘΑ ΧΡΗΣΙΜΟΠΟΙΗΘΟΥΝ ΔΙΑ ΤΟ ΥΔΡΟΗΛΕΚΤΡΙΚΟΝ ΕΡΓΟΝ ΠΟΛΥΦΥΤΟΥ xyxy=(1186,384,1556,415)
strategaki-school-ad xyxy=(1178,1212,1564,1387)
subheadline-awards: ΑΠΟΝΟΜΗ ΒΡΑΒΕΙΩΝ ΕΙΣ ΠΡΟΟΔΕΥΤΙΚΟΥΣ ΑΓΡΟΤΑΣ xyxy=(10,133,404,148)
headline-bread: Ο Κ. ΓΕΩΡΓΑΚΕΛΛΟΣ ΠΑΡΕΧΕΙ ΕΠΕΞΗΓΗΣΕΙΣ ΕΠΙ ΤΟΥ ΤΡΟΠΟΥ ΤΗΣ ΣΥΣΚΕΥΑΣΙΑΣ ΔΙΑΘΕΣΕΩΣ ΚΑΙ ΜΕΤΑΦΟΡΑΣ ΤΟΥ ΑΡΤΟΥ xyxy=(621,40,949,82)
doctor-ad xyxy=(414,440,604,463)
ekd-type: ΔΗΜΟΤΙΚΟΝ - ΝΗΠΙΑΓΩΓΕΙΟΝ xyxy=(698,1164,995,1185)
article-body: ΑΘΗΝΑΙ, 23. — Αἱ καιρικαὶ συνθῆκαι τοῦ μηνὸς Αὐγούστου, ἐξαιρουμένων τῶν ἐν τῇ Πελοποννήσῳ, ἠσθενήθησαν γενικῶς ὅλας τὰς καλλιεργείας καὶ προβλέπεται ἡ αὔξησις τῆς παραγωγῆς τῶν σιτηρῶν, τοῦ βάμβακος καὶ τοῦ καπνοῦ, ὡς ἀνακοινοῦται ὑπὸ τοῦ ὑπουργείου Γεωργίας διὰ τὴν παροῦσαν περίοδον. xyxy=(610,444,960,499)
headline-student: ΑΠΕΒΙΩΣΕ ΜΑΘΗΤΗΣ ΕΞ ΑΙΜΟΡΡΑΓΙΑΣ ΤΩΝ ΕΠΙΝΕΦΡΙΔΙΩΝ xyxy=(993,344,1145,381)
goethe-body: ΤΜΗΜΑΤΑ ΓΕΡΜΑΝΙΚΗΣ ΓΛΩΣΣΗΣ ΑΡΧΑΡΙΩΝ ΚΑΙ ΠΡΟΧΩΡΗΜΕΝΩΝ ΕΙΣ ΟΛΑ ΤΑ ΣΤΑΔΙΑ ΤΗΣ ΜΑΘΗΣΕΩΣ xyxy=(591,1333,1102,1344)
table-cell: 3 Δωμάτια 110 μ2 xyxy=(792,1566,948,1584)
doctor-desc: ΩΤΟΡΙΝΟΛΑΡΥΓΓΟΛΟΓΟΣ xyxy=(450,314,567,325)
building-window xyxy=(663,1781,699,1805)
table-cell: Π. Λευκού Πύργου xyxy=(948,1514,1158,1532)
trip-route: ΚΩΝΣΤΑΝΤΙΝΟΥΠΟΛΙΣ ΚΑΙ ΒΙΕΝΗ xyxy=(426,691,592,717)
doctor-ad xyxy=(414,503,604,538)
table-row xyxy=(792,1602,1158,1620)
center-ads xyxy=(525,1079,1168,2138)
income-subtitle: ΕΞΑΣΦΑΛΙΖΕΤΕ ΑΓΟΡΑΖΟΝΤΕΣ ΓΡΑΦΕΙΑ ΚΑΙ ΚΑΤΑΣΤΗΜΑΤΑ ΕΝΟΙΚΙΑΣΜΕΝΑ xyxy=(1233,1157,1510,1182)
doctor-name: ΜΕΤΑΦΟΡΑ ΙΑΤΡΕΙΟΥ xyxy=(444,117,574,131)
article-body: ΑΘΗΝΑΙ, 23. — Αἱ καιρικαὶ συνθῆκαι τοῦ μηνὸς Αὐγούστου, ἐξαιρουμένων τῶν ἐν τῇ Πελοποννήσῳ, ἠσθενήθησαν γενικῶς ὅλας τὰς καλλιεργείας καὶ προβλέπεται ἡ αὔξησις τῆς παραγωγῆς τῶν σιτηρῶν, τοῦ βάμβακος καὶ τοῦ καπνοῦ, ὡς ἀνακοινοῦται ὑπὸ τοῦ ὑπουργείου Γεωργίας διὰ τὴν παροῦσαν περίοδον. xyxy=(610,264,960,320)
ekd-address: ΝΕΑΠΟΛΙΣ — ΤΗΛΕΦ. 73.240 xyxy=(743,1185,949,1200)
doctor-desc: ΧΕΙΡΟΥΡΓΟΣ ΠΑΙΔΩΝ xyxy=(459,98,558,109)
nursery-title: ΝΗΠΙΑΓΩΓΕΙΟΝ xyxy=(114,884,300,910)
building-window xyxy=(609,1645,644,1668)
article-body: ΑΘΗΝΑΙ, 23. — Αἱ καιρικαὶ συνθῆκαι τοῦ μηνὸς Αὐγούστου, ἐξαιρουμένων τῶν ἐν τῇ Πελοποννήσῳ, ἠσθενήθησαν γενικῶς ὅλας τὰς καλλιεργείας καὶ προβλέπεται ἡ αὔξησις τῆς παραγωγῆς τῶν σιτηρῶν, τοῦ βάμβακος καὶ τοῦ καπνοῦ, ὡς ἀνακοινοῦται ὑπὸ τοῦ ὑπουργείου Γεωργίας διὰ τὴν παροῦσαν περίοδον. xyxy=(970,531,1168,619)
subheadline-acquitted: ΑΠΗΛΛΑΓΗΣΑΝ ΟΙ Κ.Κ. ΠΑΠΑΓΕΩΡΓΙΟΥ ΚΑΙ ΝΙΑΜΠΑΝΤΗΣ xyxy=(1211,84,1532,115)
greek-line-route: ΧΑΛΙΦΑΞ - Ν. ΥΟΡΚΗ xyxy=(84,1095,330,1175)
headline-trade: ΤΟΝΩΣΙΣ ΤΗΣ ΣΥΝΑΛΛΑΚΤΙΚΗΣ ΚΙΝΗΣΕΩΣ ΚΑΙ ΕΞΑΡΣΙΣ ΤΗΣ ΑΓΟΡΑΣΤΙΚΗΣ ΔΥΝΑΜΕΩΣ ΠΑΡΑΤΗΡΕΙΤΑΙ ΕΙΣ ΤΑΣ ΑΓΡΟΤΙΚΑΣ ΠΕΡΙΟΧΑΣ xyxy=(614,337,956,380)
doctor-name: ΣΠΥΡ. ΤΖΙΜΟΥΡΑΚΑΣ xyxy=(445,503,573,517)
dei-body: ΑΘΗΝΑΙ, 23. — Αἱ καιρικαὶ συνθῆκαι τοῦ μηνὸς Αὐγούστου, ἐξαιρουμένων τῶν ἐν τῇ Πελοποννήσῳ, ἠσθενήθησαν γενικῶς ὅλας τὰς καλλιεργείας καὶ προβλέπεται ἡ αὔξησις τῆς παραγωγῆς τῶν σιτηρῶν, τοῦ βάμβακος καὶ τοῦ καπνοῦ, ὡς ἀνακοινοῦται ὑπὸ τοῦ ὑπουργείου Γεωργίας διὰ τὴν παροῦσαν περίοδον. xyxy=(10,710,404,754)
doctor-name: ΙΩΑΝΝΗΣ Π. ΙΩΑΝΝΙΔΗΣ xyxy=(436,238,582,252)
mpirdas-slogan: Μία ὡραία κατοικία τὸ ὄνειρο κάθε οἰκογενείας xyxy=(573,1372,1120,1443)
building-window xyxy=(554,1736,590,1760)
building-window xyxy=(554,1918,590,1942)
table-cell: 3 Δωμάτια 95 μ2 xyxy=(792,1638,948,1656)
building-window xyxy=(609,1964,644,1987)
building-window xyxy=(663,1918,699,1942)
building-window xyxy=(663,1599,699,1623)
table-row xyxy=(792,1584,1158,1602)
goethe-name: Γερμανικὸν Ἰνστιτοῦτον GOETHE xyxy=(600,1237,1093,1319)
promo-line: Εὐκολίαι πληρωμῆς xyxy=(834,1772,1117,1803)
building-window xyxy=(554,1554,590,1577)
dei-body: ΑΘΗΝΑΙ, 23. — Αἱ καιρικαὶ συνθῆκαι τοῦ μηνὸς Αὐγούστου, ἐξαιρουμένων τῶν ἐν τῇ Πελοποννήσῳ, ἠσθενήθησαν γενικῶς ὅλας τὰς καλλιεργείας καὶ προβλέπεται ἡ αὔξησις τῆς παραγωγῆς τῶν σιτηρῶν, τοῦ βάμβακος καὶ τοῦ καπνοῦ, ὡς ἀνακοινοῦται ὑπὸ τοῦ ὑπουργείου Γεωργίας διὰ τὴν παροῦσαν περίοδον. xyxy=(10,806,404,851)
column-3 xyxy=(610,40,960,1069)
doctor-ad xyxy=(414,150,604,186)
table-cell: Κ. Μελενίκου — Νέα Ζωή xyxy=(948,1656,1158,1673)
school-type: ΓΡΑΜΜΑΤΕΩΝ ('Ελληνομαθών - 'Αγγλομαθών) ΚΑΙ ΛΟΓΙΣΤΩΝ (Λογιστών - Κοστολόγων) xyxy=(1198,1251,1544,1273)
promo-line: Ἕτοιμα διαμερίσματα xyxy=(818,1708,1133,1739)
column-rule xyxy=(1173,40,1174,2317)
doctor-name: ΣΤΕΛΛΑ Δ. ΒΟΖΝΑΚΙΔΟΥ xyxy=(434,269,584,283)
article-body: ΑΘΗΝΑΙ, 23. — Αἱ καιρικαὶ συνθῆκαι τοῦ μηνὸς Αὐγούστου, ἐξαιρουμένων τῶν ἐν τῇ Πελοποννήσῳ, ἠσθενήθησαν γενικῶς ὅλας τὰς καλλιεργείας καὶ προβλέπεται ἡ αὔξησις τῆς παραγωγῆς τῶν σιτηρῶν, τοῦ βάμβακος καὶ τοῦ καπνοῦ, ὡς ἀνακοινοῦται ὑπὸ τοῦ ὑπουργείου Γεωργίας διὰ τὴν παροῦσαν περίοδον. xyxy=(10,336,404,379)
building-window xyxy=(718,1918,753,1942)
doctor-name: ΔΗΜΟΣ. Α. ΜΟΥΤΣΙΟΠΟΥΛΟΣ xyxy=(420,333,598,347)
table-row xyxy=(792,1656,1158,1673)
table-cell: Βαλαωρίτου 4 xyxy=(792,1584,948,1602)
column-rule xyxy=(965,40,966,1069)
table-cell: 1 Δωμάτιο 70 μ2 xyxy=(792,1673,948,1691)
table-cell: Β. Κων/νου 65 xyxy=(792,1514,948,1532)
schools-ae-group: Α & Ε ΟΜΑΔΑ xyxy=(1026,1017,1113,1031)
sermon-author: ΣΠΥΡΟΥ ΖΩΔΙΑΤΗ xyxy=(1315,737,1428,751)
greek-line-ad xyxy=(10,1010,404,1254)
ekd-hours: Ἐγγραφαὶ — Πληροφορίαι, καθημερινῶς 8—1 καὶ 4—7 xyxy=(722,1200,971,1210)
sermon-body: ΑΘΗΝΑΙ, 23. — Αἱ καιρικαὶ συνθῆκαι τοῦ μηνὸς Αὐγούστου, ἐξαιρουμένων τῶν ἐν τῇ Πελοποννήσῳ, ἠσθενήθησαν γενικῶς ὅλας τὰς καλλιεργείας καὶ προβλέπεται ἡ αὔξησις τῆς παραγωγῆς τῶν σιτηρῶν, τοῦ βάμβακος καὶ τοῦ καπνοῦ, ὡς ἀνακοινοῦται ὑπὸ τοῦ ὑπουργείου Γεωργίας διὰ τὴν παροῦσαν περίοδον. xyxy=(1188,899,1554,944)
doctor-ad xyxy=(414,590,604,614)
article-body: ΑΘΗΝΑΙ, 23. — Αἱ καιρικαὶ συνθῆκαι τοῦ μηνὸς Αὐγούστου, ἐξαιρουμένων τῶν ἐν τῇ Πελοποννήσῳ, ἠσθενήθησαν γενικῶς ὅλας τὰς καλλιεργείας καὶ προβλέπεται ἡ αὔξησις τῆς παραγωγῆς τῶν σιτηρῶν, τοῦ βάμβακος καὶ τοῦ καπνοῦ, ὡς ἀνακοινοῦται ὑπὸ τοῦ ὑπουργείου Γεωργίας διὰ τὴν παροῦσαν περίοδον. xyxy=(1178,418,1564,462)
